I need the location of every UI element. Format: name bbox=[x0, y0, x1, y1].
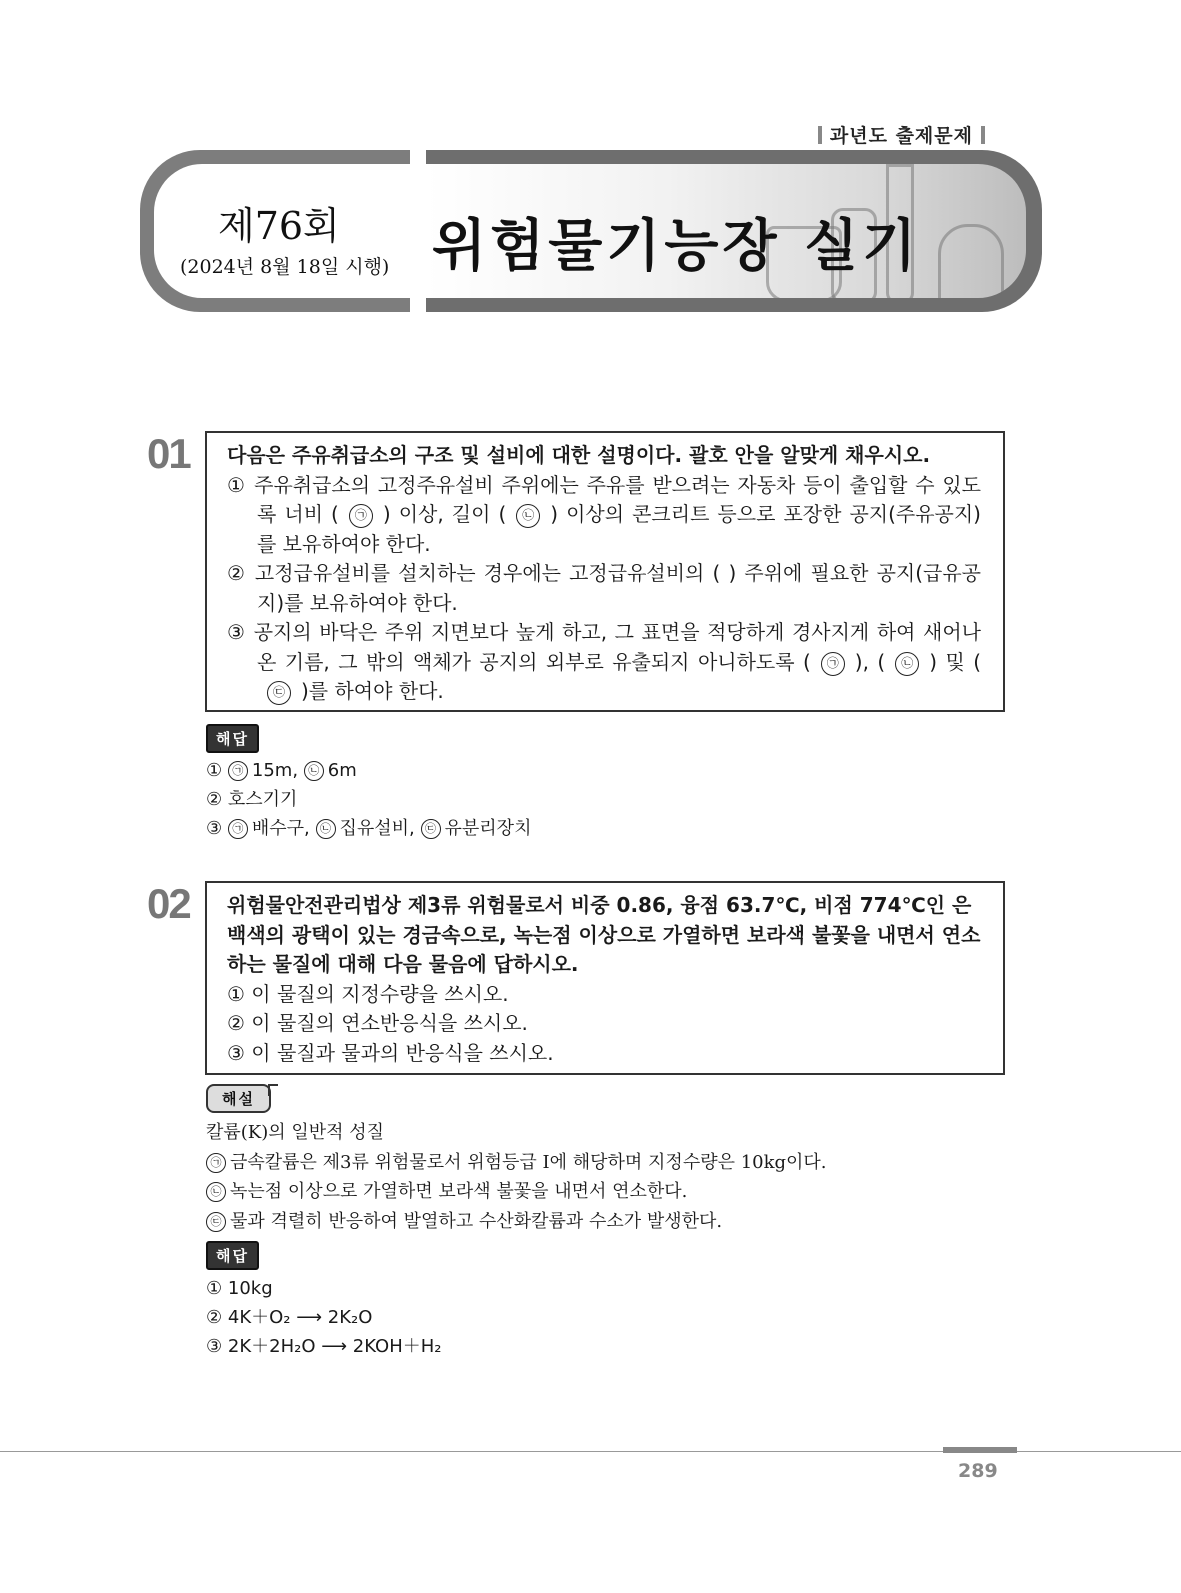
question-stem-1: 다음은 주유취급소의 구조 및 설비에 대한 설명이다. 괄호 안을 알맞게 채우시오. bbox=[227, 443, 931, 467]
question-2-item-3 bbox=[227, 1039, 981, 1069]
answer-2-3 bbox=[206, 1332, 441, 1361]
answers-1 bbox=[206, 756, 531, 843]
circled-letter: ㉡ bbox=[316, 819, 336, 839]
item-text: ) 이상의 콘크리트 등으로 포장한 공지(주유공지)를 보유하여야 한다. bbox=[257, 502, 981, 556]
flask-shape bbox=[938, 224, 1004, 298]
circled-letter: ㉠ bbox=[349, 504, 373, 528]
answers-2 bbox=[206, 1274, 441, 1361]
question-2-item-2 bbox=[227, 1009, 981, 1039]
item-text: )를 하여야 한다. bbox=[301, 679, 444, 703]
answer-mark: ② bbox=[206, 1307, 223, 1328]
answer-mark: ① bbox=[206, 760, 223, 781]
item-mark: ② bbox=[227, 561, 247, 585]
footer-accent-bar bbox=[943, 1447, 1017, 1453]
tag-bar-right bbox=[981, 126, 985, 144]
answer-mark: ③ bbox=[206, 1336, 223, 1357]
item-mark: ① bbox=[227, 981, 245, 1006]
circled-letter: ㉡ bbox=[516, 504, 540, 528]
exam-title: 위험물기능장 실기 bbox=[432, 214, 921, 279]
answer-1-2 bbox=[206, 785, 531, 814]
item-mark: ③ bbox=[227, 1040, 245, 1065]
question-number-1: 01 bbox=[147, 430, 190, 477]
circled-letter: ㉠ bbox=[228, 761, 248, 781]
answer-text: 집유설비, bbox=[339, 818, 415, 839]
item-text: 주유취급소의 고정주유설비 주위에는 주유를 받으려는 자동차 등이 출입할 수 있도록 너비 ( bbox=[254, 472, 981, 526]
explain-text: 물과 격렬히 반응하여 발열하고 수산화칼륨과 수소가 발생한다. bbox=[230, 1210, 723, 1232]
answer-mark: ① bbox=[206, 1278, 223, 1299]
circled-letter: ㉡ bbox=[304, 761, 324, 781]
item-text: 이 물질의 연소반응식을 쓰시오. bbox=[251, 1011, 528, 1035]
page-number: 289 bbox=[958, 1460, 998, 1482]
circled-letter: ㉠ bbox=[206, 1153, 226, 1173]
explain-line-2 bbox=[206, 1177, 827, 1207]
question-1-item-1 bbox=[227, 471, 981, 560]
flag-icon bbox=[268, 1084, 278, 1096]
question-stem-2: 위험물안전관리법상 제3류 위험물로서 비중 0.86, 융점 63.7℃, 비점 774℃인 은백색의 광택이 있는 경금속으로, 녹는점 이상으로 가열하면 보라색 불꽃을 내면서 연소하는 물질에 대해 다음 물음에 답하시오. bbox=[227, 893, 981, 976]
exam-banner bbox=[140, 150, 1042, 312]
question-1-item-2 bbox=[227, 559, 981, 618]
item-text: ) 이상, 길이 ( bbox=[382, 502, 507, 526]
question-box-1 bbox=[205, 431, 1005, 712]
answer-text: 10kg bbox=[227, 1278, 273, 1299]
item-text: 공지의 바닥은 주위 지면보다 높게 하고, 그 표면을 적당하게 경사지게 하여 새어나온 기름, 그 밖의 액체가 공지의 외부로 유출되지 아니하도록 ( bbox=[253, 620, 981, 674]
item-text: ) 및 ( bbox=[929, 649, 982, 674]
question-1-item-3 bbox=[227, 618, 981, 707]
tag-bar-left bbox=[818, 126, 822, 144]
circled-letter: ㉡ bbox=[206, 1182, 226, 1202]
answer-text: 배수구, bbox=[251, 818, 310, 839]
answer-2-1 bbox=[206, 1274, 441, 1303]
explain-line-3 bbox=[206, 1207, 827, 1237]
circled-letter: ㉢ bbox=[421, 819, 441, 839]
exam-round: 제76회 bbox=[218, 204, 340, 248]
item-text: 이 물질과 물과의 반응식을 쓰시오. bbox=[251, 1040, 554, 1065]
item-text: ), ( bbox=[854, 649, 886, 674]
section-tag-label: 과년도 출제문제 bbox=[829, 125, 973, 147]
answer-text: 호스기기 bbox=[227, 789, 298, 810]
explanation-2 bbox=[206, 1118, 827, 1236]
explain-text: 녹는점 이상으로 가열하면 보라색 불꽃을 내면서 연소한다. bbox=[230, 1181, 688, 1202]
circled-letter: ㉠ bbox=[228, 819, 248, 839]
answer-text: 15m, bbox=[251, 760, 299, 781]
item-text: 이 물질의 지정수량을 쓰시오. bbox=[251, 981, 509, 1006]
explain-text: 금속칼륨은 제3류 위험물로서 위험등급 I에 해당하며 지정수량은 10kg이다. bbox=[230, 1151, 827, 1173]
answer-text: 2K＋2H₂O ⟶ 2KOH＋H₂ bbox=[227, 1336, 442, 1357]
answer-text: 유분리장치 bbox=[444, 818, 532, 839]
item-mark: ① bbox=[227, 472, 247, 497]
question-box-2 bbox=[205, 881, 1005, 1075]
answer-text: 6m bbox=[327, 760, 357, 781]
answer-badge-1: 해답 bbox=[206, 724, 259, 753]
answer-mark: ③ bbox=[206, 818, 223, 839]
item-text: 고정급유설비를 설치하는 경우에는 고정급유설비의 ( ) 주위에 필요한 공지(급유공지)를 보유하여야 한다. bbox=[254, 561, 982, 615]
answer-badge-2: 해답 bbox=[206, 1241, 259, 1270]
answer-1-3 bbox=[206, 814, 531, 843]
circled-letter: ㉠ bbox=[821, 652, 845, 676]
question-number-2: 02 bbox=[147, 880, 190, 927]
item-mark: ③ bbox=[227, 620, 247, 644]
explain-line-1 bbox=[206, 1148, 827, 1178]
circled-letter: ㉢ bbox=[206, 1212, 226, 1232]
section-tag bbox=[810, 121, 993, 148]
exam-date: (2024년 8월 18일 시행) bbox=[180, 256, 390, 278]
explain-title: 칼륨(K)의 일반적 성질 bbox=[206, 1122, 385, 1143]
question-2-item-1 bbox=[227, 980, 981, 1010]
explain-badge-2: 해설 bbox=[206, 1084, 271, 1113]
answer-mark: ② bbox=[206, 789, 223, 810]
answer-2-2 bbox=[206, 1303, 441, 1332]
answer-1-1 bbox=[206, 756, 531, 785]
circled-letter: ㉡ bbox=[895, 652, 919, 676]
item-mark: ② bbox=[227, 1011, 245, 1035]
answer-text: 4K＋O₂ ⟶ 2K₂O bbox=[227, 1307, 373, 1328]
circled-letter: ㉢ bbox=[267, 681, 291, 705]
